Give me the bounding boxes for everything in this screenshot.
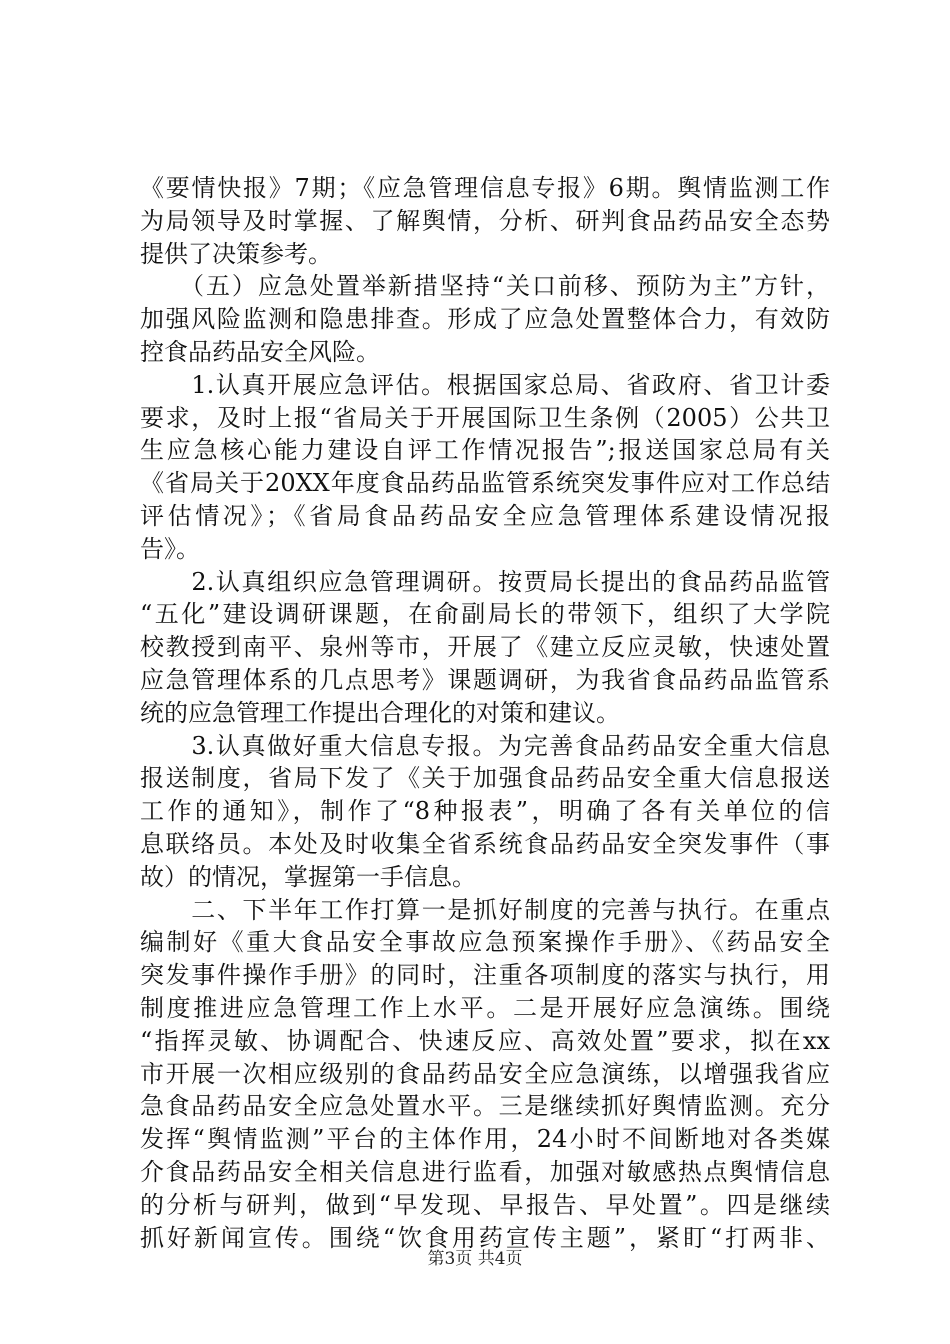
text-line: 生应急核心能力建设自评工作情况报告”;报送国家总局有关 — [140, 436, 830, 465]
text-line: 3.认真做好重大信息专报。为完善食品药品安全重大信息 — [140, 731, 830, 760]
text-line: 提供了决策参考。 — [140, 239, 332, 268]
text-line: 抓好新闻宣传。围绕“饮食用药宣传主题”，紧盯“打两非、 — [140, 1223, 830, 1252]
text-line: 1.认真开展应急评估。根据国家总局、省政府、省卫计委 — [140, 370, 830, 399]
page-footer: 第3页 共4页 — [427, 1249, 523, 1269]
text-line: 控食品药品安全风险。 — [140, 337, 380, 366]
text-line: “五化”建设调研课题，在俞副局长的带领下，组织了大学院 — [140, 600, 830, 629]
text-line: 告》。 — [140, 534, 200, 563]
text-line: 评估情况》；《省局食品药品安全应急管理体系建设情况报 — [140, 501, 830, 530]
text-line: 统的应急管理工作提出合理化的对策和建议。 — [140, 698, 620, 727]
text-line: 急食品药品安全应急处置水平。三是继续抓好舆情监测。充分 — [140, 1092, 830, 1121]
text-line: 2.认真组织应急管理调研。按贾局长提出的食品药品监管 — [140, 567, 830, 596]
text-line: 为局领导及时掌握、了解舆情，分析、研判食品药品安全态势 — [140, 206, 830, 235]
text-line: 应急管理体系的几点思考》课题调研，为我省食品药品监管系 — [140, 665, 830, 694]
body-text — [140, 172, 830, 1254]
text-line: “指挥灵敏、协调配合、快速反应、高效处置”要求，拟在xx — [140, 1026, 830, 1055]
text-line: 发挥“舆情监测”平台的主体作用，24小时不间断地对各类媒 — [140, 1125, 830, 1154]
text-line: 制度推进应急管理工作上水平。二是开展好应急演练。围绕 — [140, 993, 830, 1022]
text-line: 故）的情况，掌握第一手信息。 — [140, 862, 476, 891]
text-line: 的分析与研判，做到“早发现、早报告、早处置”。四是继续 — [140, 1190, 830, 1219]
text-line: 编制好《重大食品安全事故应急预案操作手册》、《药品安全 — [140, 928, 830, 957]
text-line: 介食品药品安全相关信息进行监看，加强对敏感热点舆情信息 — [140, 1157, 830, 1186]
text-line: 校教授到南平、泉州等市，开展了《建立反应灵敏，快速处置 — [140, 633, 830, 662]
text-line: 《要情快报》7期；《应急管理信息专报》6期。舆情监测工作 — [140, 174, 830, 202]
text-line: 加强风险监测和隐患排查。形成了应急处置整体合力，有效防 — [140, 305, 830, 334]
text-line: 市开展一次相应级别的食品药品安全应急演练，以增强我省应 — [140, 1059, 830, 1088]
text-line: 要求，及时上报“省局关于开展国际卫生条例（2005）公共卫 — [140, 403, 830, 432]
text-line: 息联络员。本处及时收集全省系统食品药品安全突发事件（事 — [140, 829, 830, 858]
text-line: 《省局关于20XX年度食品药品监管系统突发事件应对工作总结 — [140, 469, 830, 498]
text-line: 突发事件操作手册》的同时，注重各项制度的落实与执行，用 — [140, 961, 830, 990]
text-line: 二、下半年工作打算一是抓好制度的完善与执行。在重点 — [140, 895, 830, 924]
text-line: 报送制度，省局下发了《关于加强食品药品安全重大信息报送 — [140, 764, 830, 793]
text-line: （五）应急处置举新措坚持“关口前移、预防为主”方针， — [140, 272, 830, 301]
text-line: 工作的通知》，制作了“8种报表”，明确了各有关单位的信 — [140, 797, 830, 826]
